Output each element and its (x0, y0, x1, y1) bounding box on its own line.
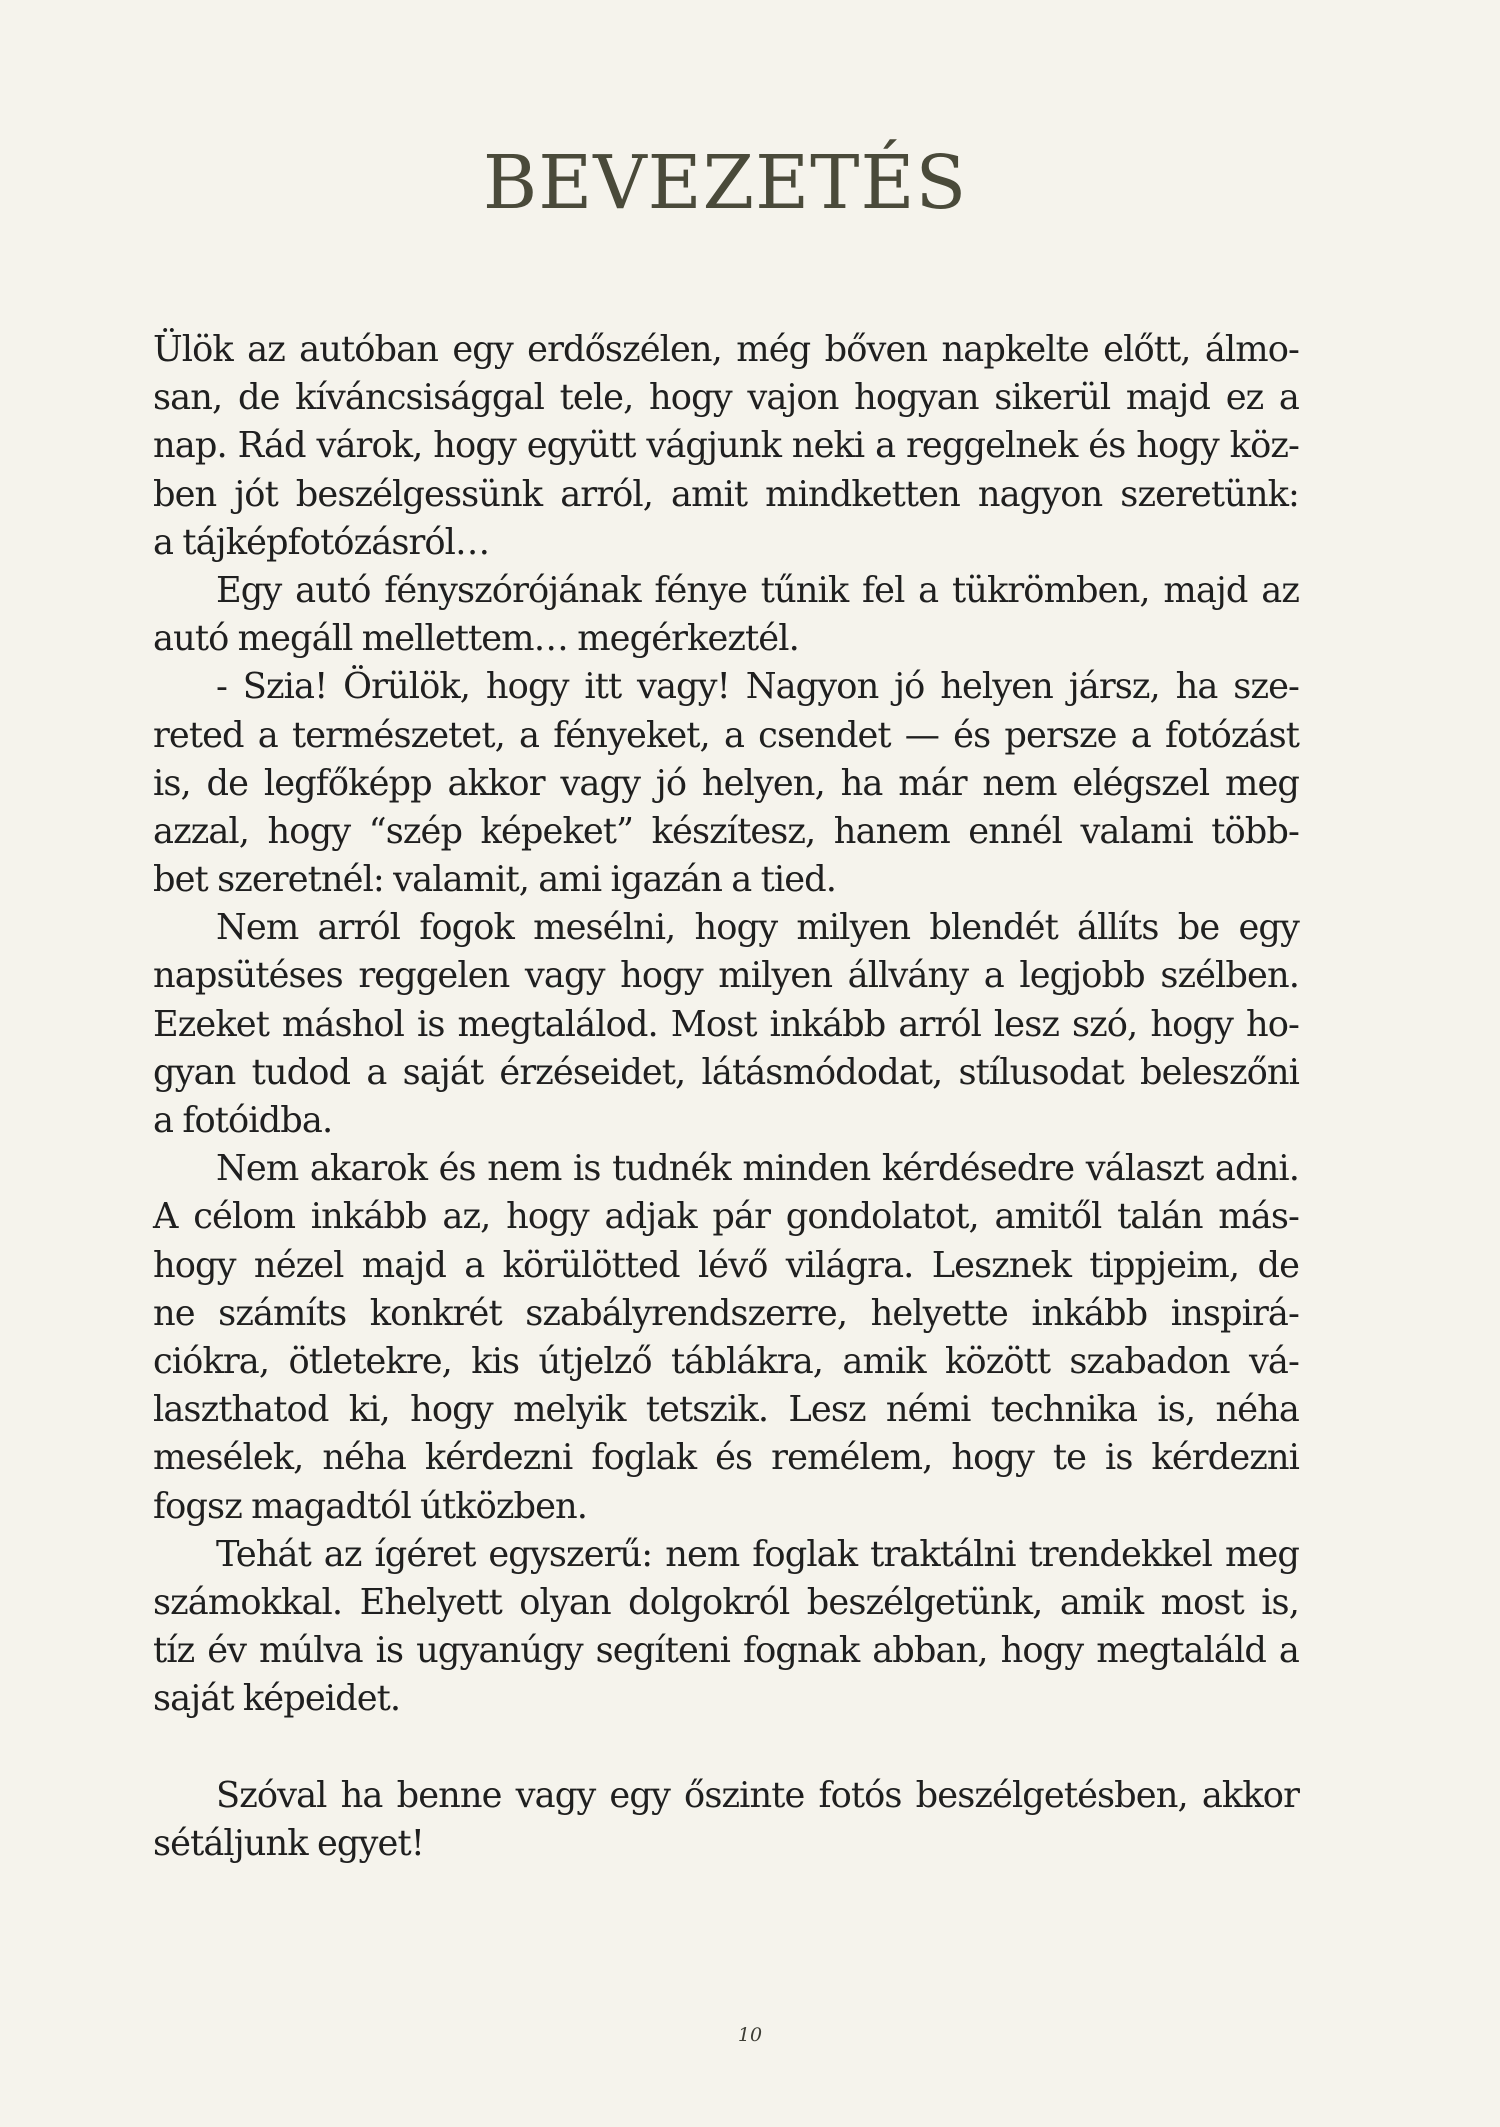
text-line: ne számíts konkrét szabályrendszerre, helyette inkább inspirá- (153, 1292, 1299, 1334)
text-line: Ezeket máshol is megtalálod. Most inkább arról lesz szó, hogy ho- (153, 1003, 1299, 1045)
paragraph (153, 904, 1299, 1145)
paragraph (153, 663, 1299, 904)
paragraph (153, 326, 1299, 567)
text-line: számokkal. Ehelyett olyan dolgokról beszélgetünk, amik most is, (153, 1581, 1299, 1623)
paragraph (153, 1772, 1299, 1868)
text-line: sétáljunk egyet! (153, 1822, 424, 1864)
text-line: A célom inkább az, hogy adjak pár gondolatot, amitől talán más- (153, 1196, 1299, 1238)
chapter-title: BEVEZETÉS (482, 140, 968, 226)
text-line: laszthatod ki, hogy melyik tetszik. Lesz némi technika is, néha (153, 1389, 1299, 1431)
text-line: san, de kíváncsisággal tele, hogy vajon hogyan sikerül majd ez a (153, 377, 1299, 419)
text-line: - Szia! Örülök, hogy itt vagy! Nagyon jó helyen jársz, ha sze- (216, 666, 1299, 708)
text-line: fogsz magadtól útközben. (153, 1485, 588, 1527)
text-line: Nem arról fogok mesélni, hogy milyen blendét állíts be egy (216, 907, 1299, 949)
text-line: ben jót beszélgessünk arról, amit mindketten nagyon szeretünk: (153, 473, 1299, 515)
text-line: Tehát az ígéret egyszerű: nem foglak traktálni trendekkel meg (216, 1533, 1299, 1575)
text-line: autó megáll mellettem… megérkeztél. (153, 618, 799, 660)
text-line: hogy nézel majd a körülötted lévő világra. Lesznek tippjeim, de (153, 1244, 1299, 1286)
text-line: Szóval ha benne vagy egy őszinte fotós beszélgetésben, akkor (216, 1774, 1299, 1816)
text-line: Ülök az autóban egy erdőszélen, még bőven napkelte előtt, álmo- (153, 329, 1299, 370)
text-line: mesélek, néha kérdezni foglak és remélem, hogy te is kérdezni (153, 1437, 1299, 1479)
text-line: napsütéses reggelen vagy hogy milyen állvány a legjobb szélben. (153, 955, 1299, 997)
text-line: azzal, hogy “szép képeket” készítesz, hanem ennél valami több- (153, 810, 1299, 852)
paragraph-spacer (153, 1723, 1299, 1771)
paragraph (153, 567, 1299, 663)
paragraph (153, 1531, 1299, 1724)
page-number: 10 (737, 2024, 763, 2046)
chapter-body (153, 326, 1299, 1868)
text-line: bet szeretnél: valamit, ami igazán a tied. (153, 859, 837, 901)
text-line: a tájképfotózásról… (153, 521, 490, 563)
text-line: Nem akarok és nem is tudnék minden kérdésedre választ adni. (216, 1148, 1299, 1190)
text-line: is, de legfőképp akkor vagy jó helyen, ha már nem elégszel meg (153, 762, 1299, 804)
text-line: ciókra, ötletekre, kis útjelző táblákra, amik között szabadon vá- (153, 1340, 1299, 1382)
text-line: tíz év múlva is ugyanúgy segíteni fognak abban, hogy megtaláld a (153, 1630, 1299, 1672)
paragraph (153, 1145, 1299, 1531)
text-line: nap. Rád várok, hogy együtt vágjunk neki a reggelnek és hogy köz- (153, 425, 1299, 467)
text-line: a fotóidba. (153, 1100, 333, 1141)
text-line: Egy autó fényszórójának fénye tűnik fel a tükrömben, majd az (216, 569, 1299, 611)
text-line: gyan tudod a saját érzéseidet, látásmódodat, stílusodat beleszőni (153, 1051, 1299, 1093)
text-line: reted a természetet, a fényeket, a csendet — és persze a fotózást (153, 714, 1299, 756)
text-line: saját képeidet. (153, 1678, 401, 1720)
